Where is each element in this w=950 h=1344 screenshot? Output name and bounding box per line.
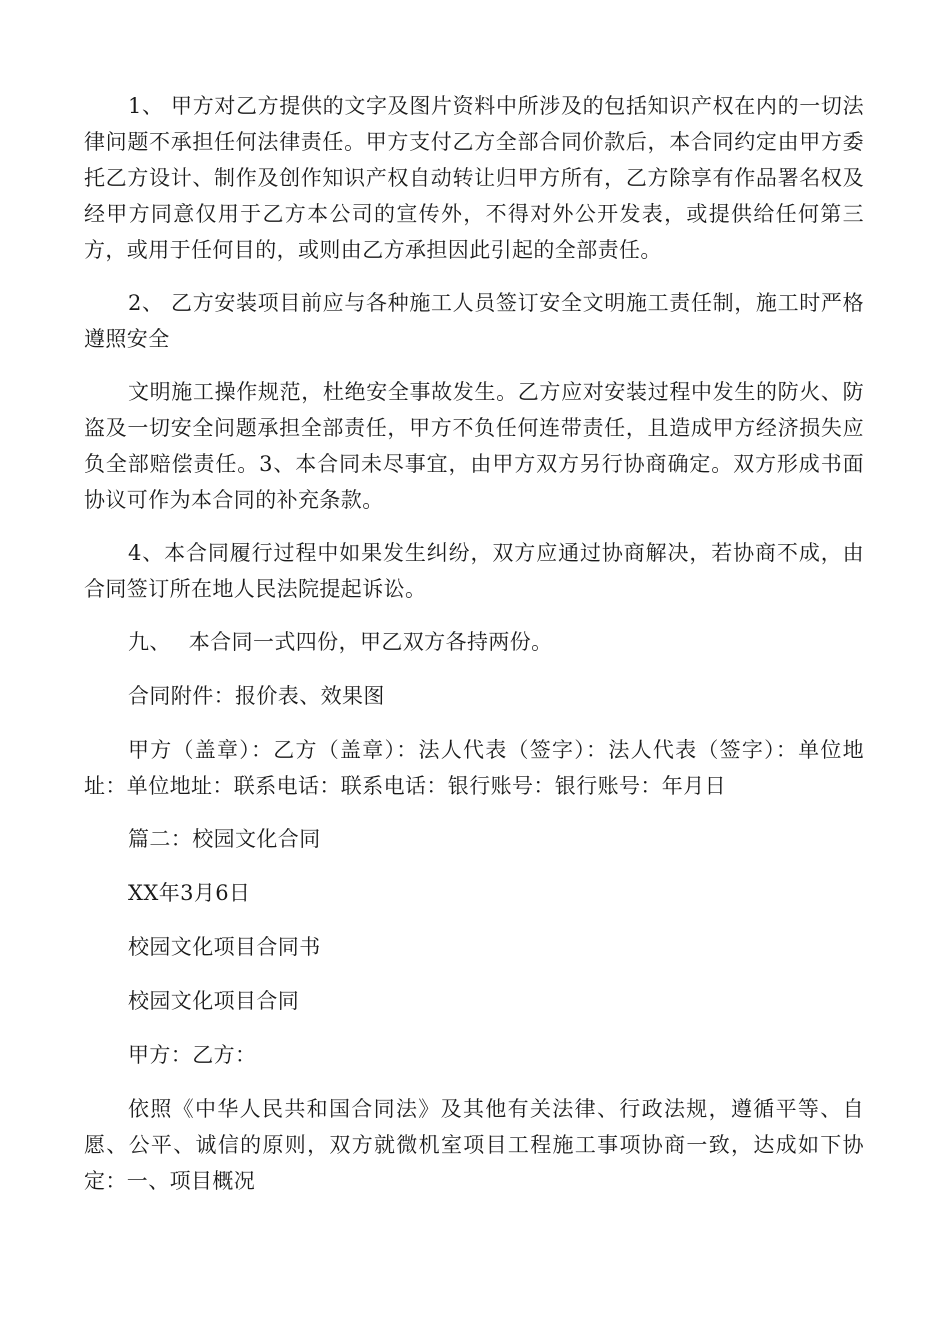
signature-block: 甲方（盖章）：乙方（盖章）：法人代表（签字）：法人代表（签字）：单位地址：单位地址：联系电话：联系电话：银行账号：银行账号：年月日	[84, 738, 864, 798]
parties-line: 甲方：乙方：	[128, 1043, 257, 1067]
document-body	[84, 88, 864, 1216]
part-two-heading: 篇二：校园文化合同	[128, 827, 321, 851]
clause-1-paragraph: 1、 甲方对乙方提供的文字及图片资料中所涉及的包括知识产权在内的一切法律问题不承担任何法律责任。甲方支付乙方全部合同价款后，本合同约定由甲方委托乙方设计、制作及创作知识产权自动转让归甲方所有，乙方除享有作品署名权及经甲方同意仅用于乙方本公司的宣传外，不得对外公开发表，或提供给任何第三方，或用于任何目的，或则由乙方承担因此引起的全部责任。	[84, 94, 864, 262]
clause-2-paragraph: 2、 乙方安装项目前应与各种施工人员签订安全文明施工责任制，施工时严格遵照安全	[84, 291, 864, 351]
preamble-paragraph: 依照《中华人民共和国合同法》及其他有关法律、行政法规，遵循平等、自愿、公平、诚信的原则，双方就微机室项目工程施工事项协商一致，达成如下协定：一、项目概况	[84, 1097, 864, 1193]
date-line: XX年3月6日	[128, 881, 251, 905]
section-9-paragraph: 九、 本合同一式四份，甲乙双方各持两份。	[128, 630, 553, 654]
clause-2-continued-paragraph: 文明施工操作规范，杜绝安全事故发生。乙方应对安装过程中发生的防火、防盗及一切安全问题承担全部责任，甲方不负任何连带责任，且造成甲方经济损失应负全部赔偿责任。3、本合同未尽事宜，由甲方双方另行协商确定。双方形成书面协议可作为本合同的补充条款。	[84, 380, 864, 512]
contract-book-title: 校园文化项目合同书	[128, 935, 321, 959]
attachments-line: 合同附件：报价表、效果图	[128, 684, 385, 708]
clause-4-paragraph: 4、本合同履行过程中如果发生纠纷，双方应通过协商解决，若协商不成，由合同签订所在地人民法院提起诉讼。	[84, 541, 864, 601]
contract-title: 校园文化项目合同	[128, 989, 300, 1013]
